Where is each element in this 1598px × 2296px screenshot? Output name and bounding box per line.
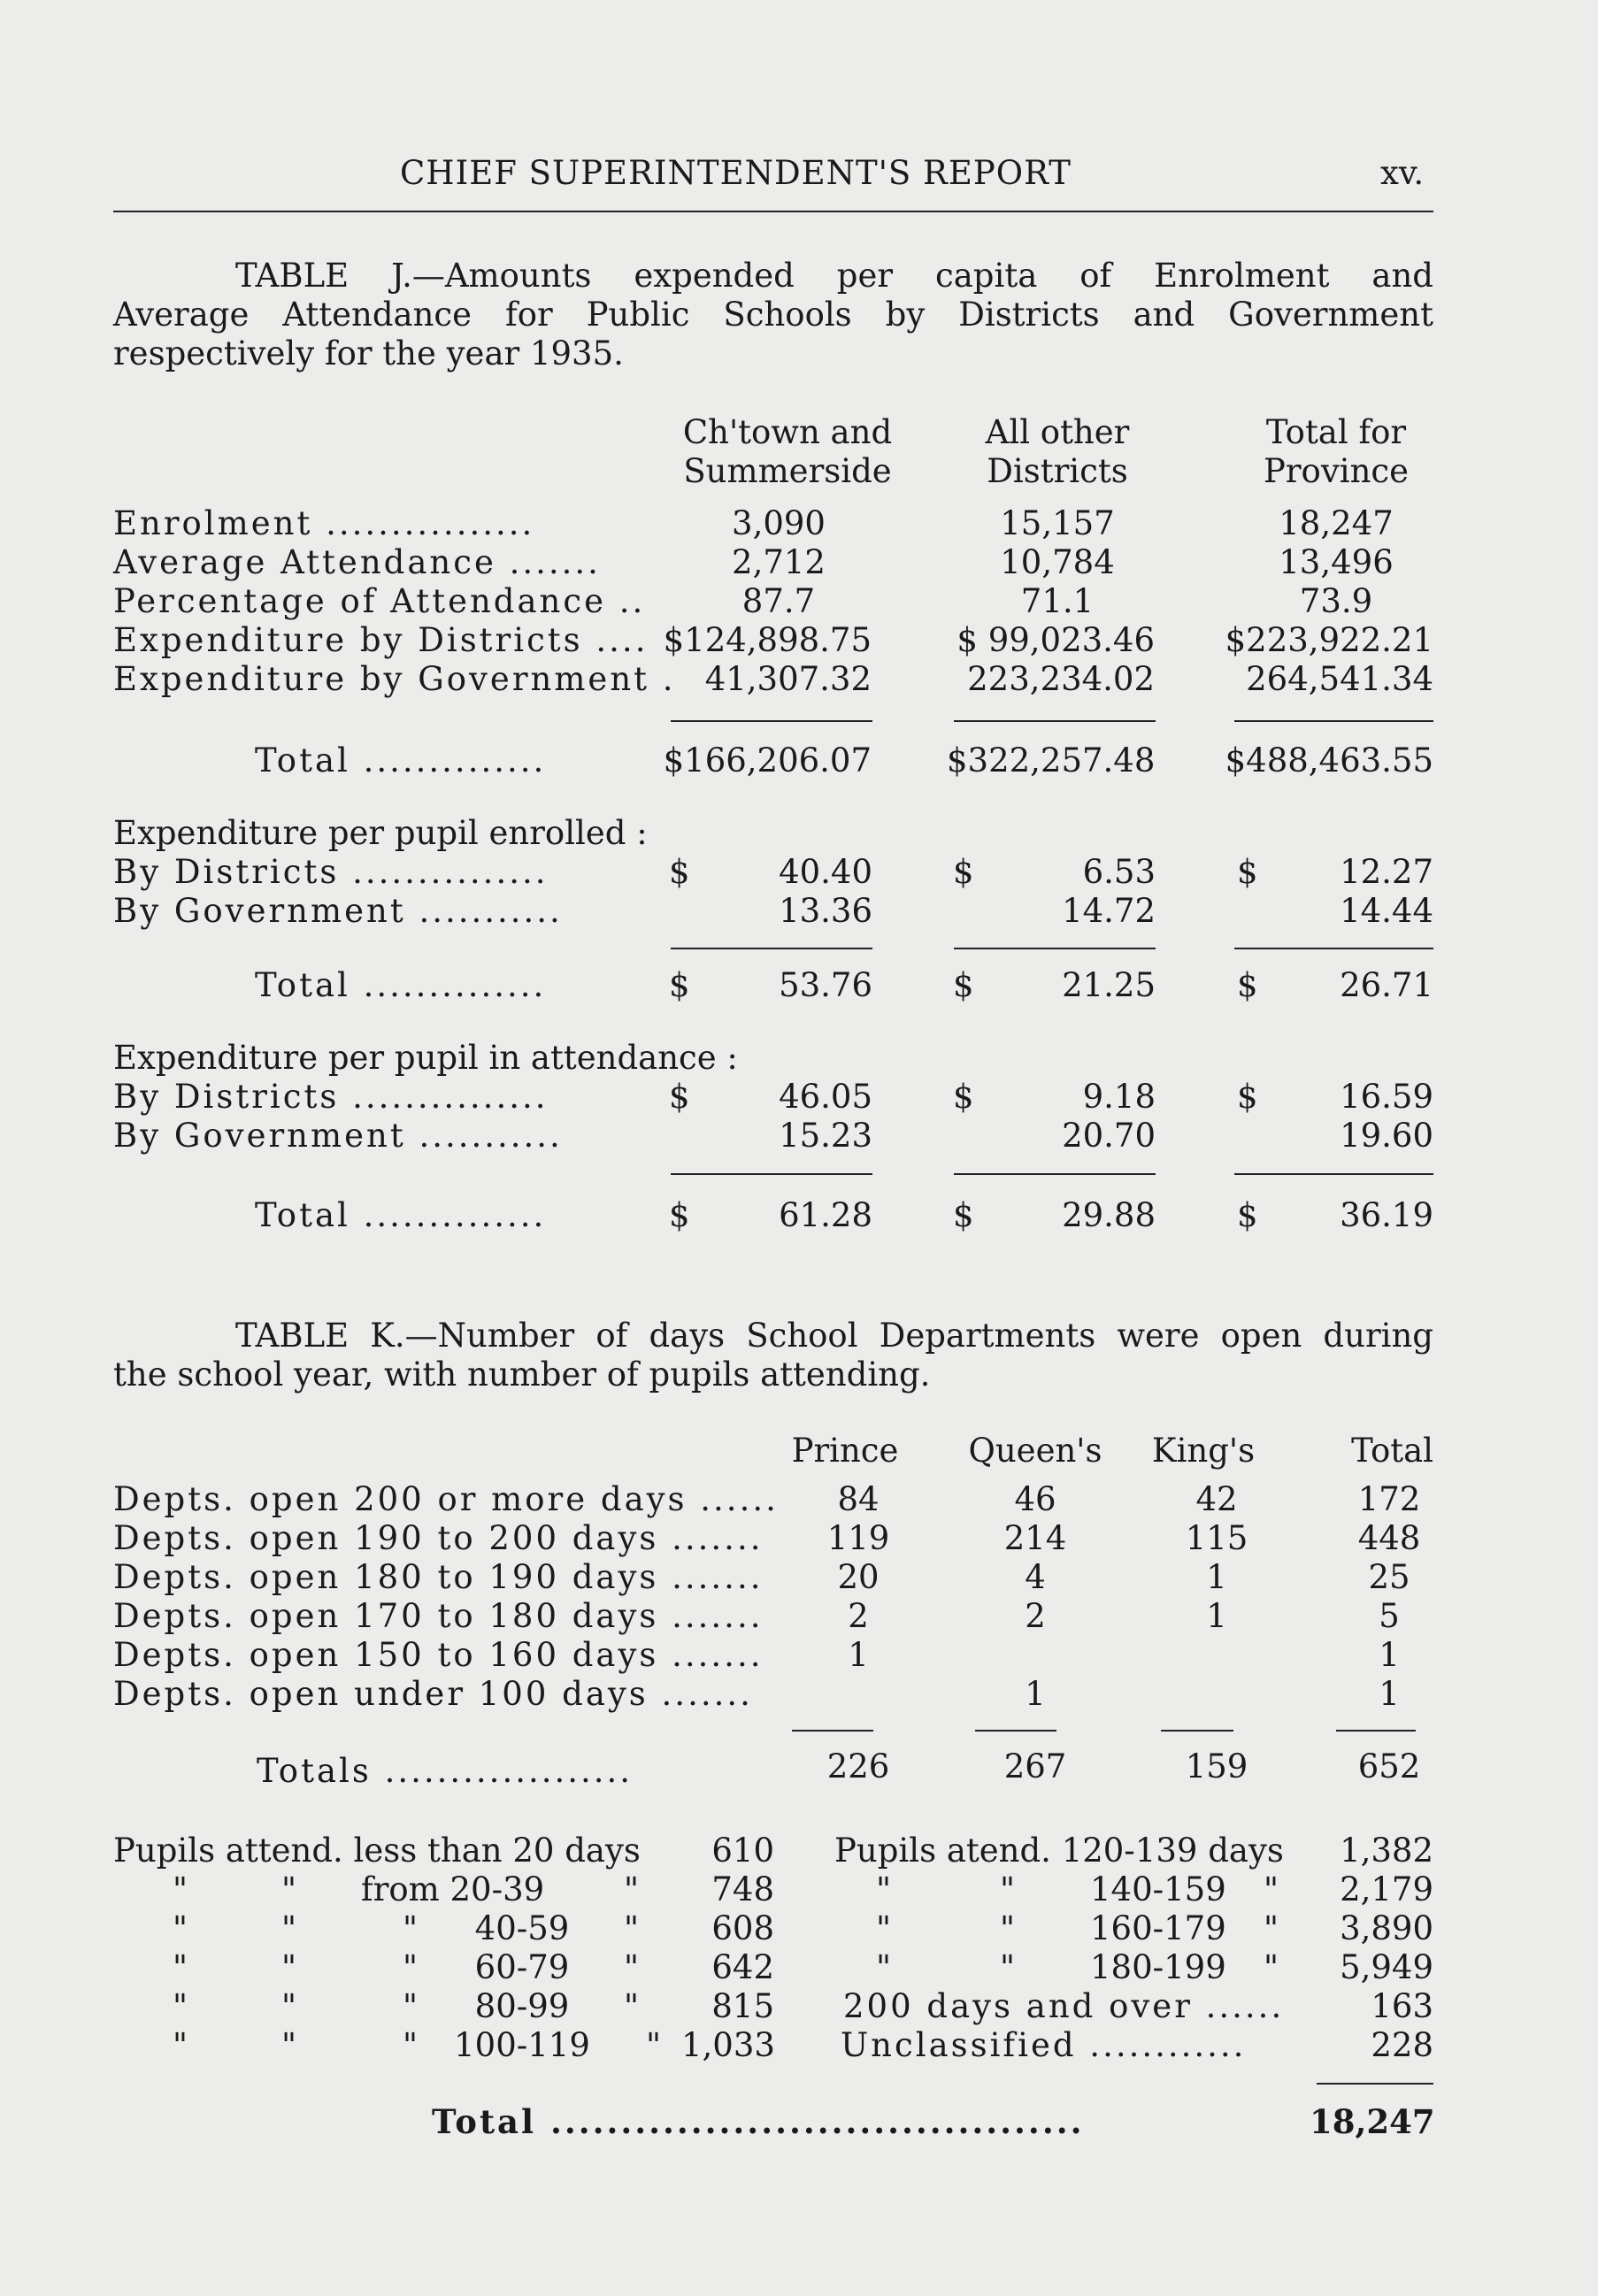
total-cell: $322,257.48 — [947, 741, 1156, 779]
col-header: Total for Province — [1263, 413, 1410, 490]
col-header: King's — [1151, 1432, 1256, 1470]
sum-rule — [1234, 948, 1433, 949]
ditto-mark: " — [646, 2026, 662, 2064]
cell: 2 — [1025, 1597, 1046, 1635]
list-label: 140-159 — [1090, 1870, 1226, 1908]
sum-rule — [1161, 1730, 1233, 1732]
dollar-sign: $ — [669, 966, 690, 1004]
ditto-mark: " — [876, 1870, 892, 1908]
cell: 5 — [1379, 1597, 1400, 1635]
row-label: By Districts ............... — [113, 853, 549, 891]
dollar-sign: $ — [1237, 966, 1258, 1004]
ditto-mark: " — [403, 2026, 419, 2064]
ditto-mark: " — [173, 1987, 188, 2025]
sum-rule — [671, 720, 872, 722]
cell: 4 — [1025, 1558, 1046, 1596]
dollar-sign: $ — [953, 966, 974, 1004]
ditto-mark: " — [1264, 1948, 1279, 1986]
cell: 13,496 — [1279, 543, 1394, 581]
running-header-title: CHIEF SUPERINTENDENT'S REPORT — [400, 154, 1072, 192]
dollar-sign: $ — [953, 853, 974, 891]
cell: 14.44 — [1340, 892, 1433, 930]
list-label: from 20-39 — [361, 1870, 545, 1908]
cell: 223,234.02 — [967, 660, 1155, 698]
list-value: 2,179 — [1340, 1870, 1433, 1908]
ditto-mark: " — [1000, 1870, 1016, 1908]
cell: 1 — [1025, 1675, 1046, 1713]
total-cell: 36.19 — [1340, 1196, 1433, 1234]
sum-rule — [1234, 1173, 1433, 1175]
list-value: 3,890 — [1340, 1909, 1433, 1947]
cell: 46.05 — [779, 1078, 872, 1116]
dollar-sign: $ — [669, 1196, 690, 1234]
dollar-sign: $ — [953, 1196, 974, 1234]
ditto-mark: " — [173, 1909, 188, 1947]
list-label: 40-59 — [474, 1909, 570, 1947]
cell: 6.53 — [1082, 853, 1156, 891]
list-value: 163 — [1371, 1987, 1433, 2025]
col-header: Queen's — [968, 1432, 1102, 1470]
col-header: Ch'town and Summerside — [682, 413, 893, 490]
cell: $223,922.21 — [1225, 621, 1433, 659]
total-cell: 159 — [1185, 1747, 1248, 1785]
sum-rule — [975, 1730, 1056, 1732]
ditto-mark: " — [624, 1987, 640, 2025]
cell: 87.7 — [741, 582, 816, 620]
totals-label: Totals ................... — [257, 1752, 634, 1790]
row-label: Average Attendance ....... — [113, 543, 601, 581]
cell: 18,247 — [1279, 504, 1394, 542]
list-label: 180-199 — [1090, 1948, 1226, 1986]
row-label: By Government ........... — [113, 1117, 563, 1155]
total-cell: 53.76 — [779, 966, 872, 1004]
list-label: 200 days and over ...... — [843, 1987, 1285, 2025]
cell: 1 — [1206, 1597, 1227, 1635]
caption-line: respectively for the year 1935. — [113, 334, 624, 372]
row-label: Expenditure by Government . — [113, 660, 676, 698]
sum-rule — [1317, 2083, 1433, 2085]
list-label: 100-119 — [454, 2026, 590, 2064]
table-j-caption — [113, 257, 1433, 373]
total-cell: 226 — [826, 1747, 890, 1785]
total-cell: 29.88 — [1062, 1196, 1156, 1234]
row-label: Depts. open 150 to 160 days ....... — [113, 1636, 764, 1674]
cell: 1 — [1206, 1558, 1227, 1596]
ditto-mark: " — [281, 2026, 297, 2064]
ditto-mark: " — [281, 1870, 297, 1908]
grand-total-label: Total ...................................... — [432, 2102, 1085, 2141]
dollar-sign: $ — [953, 1078, 974, 1116]
row-label: Expenditure by Districts .... — [113, 621, 649, 659]
cell: 40.40 — [779, 853, 872, 891]
sum-rule — [954, 948, 1156, 949]
sum-rule — [792, 1730, 873, 1732]
cell: 264,541.34 — [1246, 660, 1433, 698]
cell: 10,784 — [1000, 543, 1115, 581]
total-cell: 61.28 — [779, 1196, 872, 1234]
ditto-mark: " — [1264, 1909, 1279, 1947]
caption-line: TABLE J.—Amounts expended per capita of Enrolment and — [235, 257, 1433, 295]
total-label: Total .............. — [255, 741, 547, 779]
row-label: Depts. open 170 to 180 days ....... — [113, 1597, 764, 1635]
dollar-sign: $ — [1237, 853, 1258, 891]
total-cell: $166,206.07 — [663, 741, 872, 779]
cell: 73.9 — [1299, 582, 1373, 620]
cell: 20.70 — [1062, 1117, 1156, 1155]
cell: 448 — [1357, 1519, 1421, 1557]
list-value: 1,382 — [1340, 1831, 1433, 1870]
cell: 1 — [848, 1636, 869, 1674]
ditto-mark: " — [281, 1909, 297, 1947]
list-value: 1,033 — [681, 2026, 775, 2064]
cell: 12.27 — [1340, 853, 1433, 891]
ditto-mark: " — [1000, 1948, 1016, 1986]
header-rule — [113, 211, 1433, 212]
col-header: All other Districts — [985, 413, 1130, 490]
cell: 46 — [1014, 1480, 1056, 1518]
cell: 84 — [837, 1480, 880, 1518]
total-cell: 21.25 — [1062, 966, 1156, 1004]
ditto-mark: " — [403, 1948, 419, 1986]
cell: 172 — [1357, 1480, 1421, 1518]
cell: 42 — [1195, 1480, 1238, 1518]
list-value: 610 — [711, 1831, 774, 1870]
dollar-sign: $ — [669, 1078, 690, 1116]
cell: 16.59 — [1340, 1078, 1433, 1116]
cell: $124,898.75 — [663, 621, 872, 659]
cell: 2 — [848, 1597, 869, 1635]
row-label: Depts. open 200 or more days ...... — [113, 1480, 779, 1518]
dollar-sign: $ — [669, 853, 690, 891]
total-label: Total .............. — [255, 966, 547, 1004]
cell: 20 — [837, 1558, 880, 1596]
cell: 3,090 — [732, 504, 826, 542]
list-label: Unclassified ............ — [841, 2026, 1247, 2064]
cell: 15,157 — [1000, 504, 1115, 542]
cell: 1 — [1379, 1675, 1400, 1713]
cell: 19.60 — [1340, 1117, 1433, 1155]
row-label: Depts. open 180 to 190 days ....... — [113, 1558, 764, 1596]
row-label: Percentage of Attendance .. — [113, 582, 646, 620]
cell: 1 — [1379, 1636, 1400, 1674]
ditto-mark: " — [173, 2026, 188, 2064]
list-value: 642 — [711, 1948, 774, 1986]
list-value: 608 — [711, 1909, 774, 1947]
sum-rule — [1336, 1730, 1416, 1732]
caption-line: TABLE K.—Number of days School Departments were open during — [235, 1317, 1433, 1355]
ditto-mark: " — [876, 1948, 892, 1986]
ditto-mark: " — [403, 1909, 419, 1947]
cell: 2,712 — [732, 543, 826, 581]
row-label: Depts. open under 100 days ....... — [113, 1675, 753, 1713]
list-label: Pupils atend. 120-139 days — [834, 1831, 1284, 1870]
cell: 13.36 — [779, 892, 872, 930]
sum-rule — [954, 1173, 1156, 1175]
ditto-mark: " — [1264, 1870, 1279, 1908]
cell: 15.23 — [779, 1117, 872, 1155]
col-header: Total — [1351, 1432, 1433, 1470]
section-heading: Expenditure per pupil enrolled : — [113, 814, 648, 852]
table-k-caption — [113, 1317, 1433, 1394]
cell: $ 99,023.46 — [956, 621, 1155, 659]
cell: 41,307.32 — [704, 660, 872, 698]
dollar-sign: $ — [1237, 1196, 1258, 1234]
ditto-mark: " — [281, 1948, 297, 1986]
list-value: 815 — [711, 1987, 774, 2025]
ditto-mark: " — [624, 1870, 640, 1908]
row-label: By Government ........... — [113, 892, 563, 930]
section-heading: Expenditure per pupil in attendance : — [113, 1039, 738, 1077]
cell: 115 — [1185, 1519, 1248, 1557]
list-value: 5,949 — [1340, 1948, 1433, 1986]
ditto-mark: " — [173, 1948, 188, 1986]
sum-rule — [1234, 720, 1433, 722]
cell: 71.1 — [1020, 582, 1095, 620]
row-label: Depts. open 190 to 200 days ....... — [113, 1519, 764, 1557]
ditto-mark: " — [624, 1909, 640, 1947]
sum-rule — [954, 720, 1156, 722]
caption-line: the school year, with number of pupils attending. — [113, 1355, 931, 1394]
ditto-mark: " — [281, 1987, 297, 2025]
total-label: Total .............. — [255, 1196, 547, 1234]
list-label: Pupils attend. less than 20 days — [113, 1831, 641, 1870]
grand-total-value: 18,247 — [1310, 2102, 1435, 2141]
col-header: Prince — [791, 1432, 899, 1470]
cell: 119 — [826, 1519, 890, 1557]
total-cell: $488,463.55 — [1225, 741, 1433, 779]
row-label: By Districts ............... — [113, 1078, 549, 1116]
ditto-mark: " — [876, 1909, 892, 1947]
cell: 214 — [1003, 1519, 1067, 1557]
caption-line: Average Attendance for Public Schools by Districts and Government — [113, 296, 1433, 334]
sum-rule — [671, 948, 872, 949]
total-cell: 267 — [1003, 1747, 1067, 1785]
list-value: 748 — [711, 1870, 774, 1908]
total-cell: 26.71 — [1340, 966, 1433, 1004]
sum-rule — [671, 1173, 872, 1175]
list-value: 228 — [1371, 2026, 1433, 2064]
total-cell: 652 — [1357, 1747, 1421, 1785]
ditto-mark: " — [1000, 1909, 1016, 1947]
ditto-mark: " — [173, 1870, 188, 1908]
list-label: 160-179 — [1090, 1909, 1226, 1947]
dollar-sign: $ — [1237, 1078, 1258, 1116]
list-label: 80-99 — [474, 1987, 570, 2025]
cell: 14.72 — [1062, 892, 1156, 930]
ditto-mark: " — [403, 1987, 419, 2025]
cell: 25 — [1368, 1558, 1410, 1596]
ditto-mark: " — [624, 1948, 640, 1986]
cell: 9.18 — [1082, 1078, 1156, 1116]
page-number: xv. — [1380, 154, 1425, 192]
list-label: 60-79 — [474, 1948, 570, 1986]
row-label: Enrolment ................ — [113, 504, 535, 542]
